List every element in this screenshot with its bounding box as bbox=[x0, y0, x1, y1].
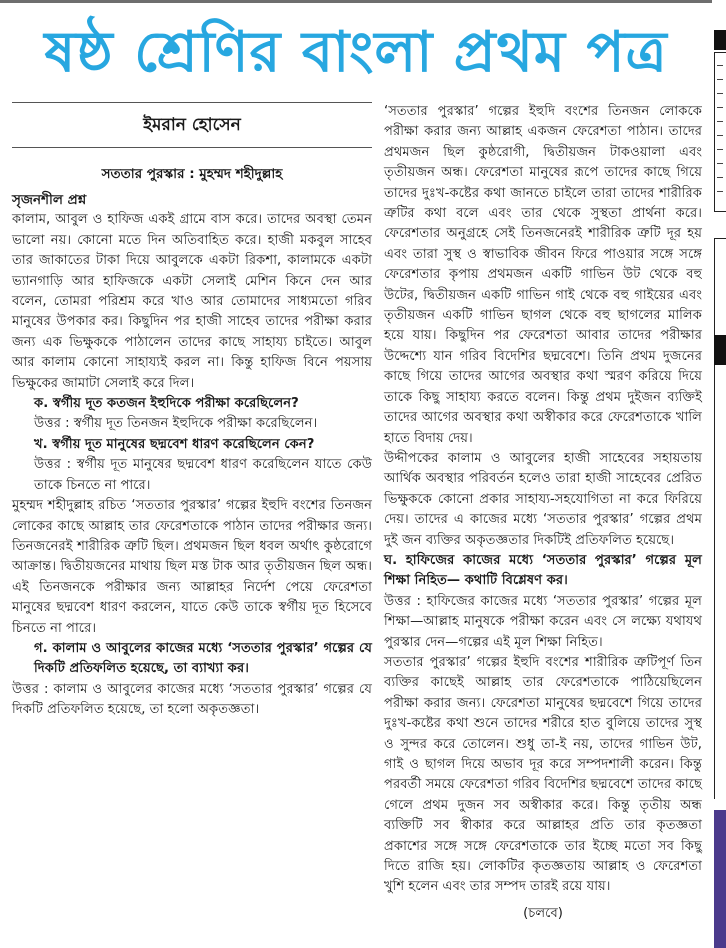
masthead-title: ষষ্ঠ শ্রেণির বাংলা প্রথম পত্র bbox=[44, 20, 668, 85]
edge-frame bbox=[714, 238, 726, 799]
right-column bbox=[384, 102, 702, 924]
answer-ga-application: উদ্দীপকের কালাম ও আবুলের হাজী সাহেবের সহায়তায় আর্থিক অবস্থার পরিবর্তন হলেও তারা হাজী সাহেবের প্রেরিত ভিক্ষুককে কোনো প্রকার সাহায্য-সহযোগিতা না করে ফিরিয়ে দেয়। তাদের এ কাজের মধ্যে ‘সততার পুরস্কার’ গল্পের প্রথম দুই জন ব্যক্তির অকৃতজ্ঞতার দিকটিই প্রতিফলিত হয়েছে। bbox=[384, 450, 702, 548]
left-column bbox=[12, 102, 372, 721]
section-label: সৃজনশীল প্রশ্ন bbox=[12, 192, 87, 208]
edge-black-block-2 bbox=[714, 335, 726, 365]
continued-note: (চলবে) bbox=[523, 905, 563, 921]
edge-text-box bbox=[714, 52, 726, 212]
question-ga: গ. কালাম ও আবুলের কাজের মধ্যে ‘সততার পুরস্কার’ গল্পের যে দিকটি প্রতিফলিত হয়েছে, তা ব্যাখ্যা কর। bbox=[34, 640, 372, 677]
question-stem: কালাম, আবুল ও হাফিজ একই গ্রামে বাস করে। তাদের অবস্থা তেমন ভালো নয়। কোনো মতে দিন অতিবাহিত করে। হাজী মকবুল সাহেব তার জাকাতের টাকা দিয়ে আবুলকে একটা রিকশা, কালামকে একটা ভ্যানগাড়ি আর হাফিজকে একটা সেলাই মেশিন কিনে দেন আর বলেন, তোমরা পরিশ্রম করে খাও আর তোমাদের সাধ্যমতো গরিব মানুষের উপকার কর। কিছুদিন পর হাজী সাহেব তাদের পরীক্ষা করার জন্য এক ভিক্ষুককে পাঠালেন তাদের কাছে সাহায্য চাইতে। আবুল আর কালাম কোনো সাহায্যই করল না। কিন্তু হাফিজ বিনে পয়সায় ভিক্ষুকের জামাটা সেলাই করে দিল। bbox=[12, 212, 372, 391]
question-kha: খ. স্বর্গীয় দূত মানুষের ছদ্মবেশ ধারণ করেছিলেন কেন? bbox=[34, 436, 315, 452]
top-rule bbox=[0, 0, 712, 3]
adjacent-page-edge bbox=[714, 0, 726, 948]
edge-black-block bbox=[714, 30, 726, 50]
answer-ga-body: ‘সততার পুরস্কার’ গল্পের ইহুদি বংশের তিনজন লোককে পরীক্ষা করার জন্য আল্লাহ একজন ফেরেশতা পাঠান। তাদের প্রথমজন ছিল কুষ্ঠরোগী, দ্বিতীয়জন টাকওয়ালা এবং তৃতীয়জন অন্ধ। ফেরেশতা মানুষের রূপে তাদের কাছে গিয়ে তাদের দুঃখ-কষ্টের কথা জানতে চাইলে তারা তাদের শারীরিক ত্রুটির কথা বলে এবং তার থেকে সুস্থতা প্রার্থনা করে। ফেরেশতার অনুগ্রহে সেই তিনজনেরই শারীরিক ত্রুটি দূর হয় এবং তারা সুস্থ ও স্বাভাবিক জীবন ফিরে পাওয়ার সঙ্গে সঙ্গে ফেরেশতার কৃপায় প্রথমজন একটি গাভিন উট থেকে বহু উটের, দ্বিতীয়জন একটি গাভিন গাই থেকে বহু গাইয়ের এবং তৃতীয়জন একটি গাভিন ছাগল থেকে বহু ছাগলের মালিক হয়ে যায়। কিছুদিন পর ফেরেশতা আবার তাদের পরীক্ষার উদ্দেশ্যে যান গরিব বিদেশির ছদ্মবেশে। তিনি প্রথম দুজনের কাছে গিয়ে তাদের আগের অবস্থার কথা স্মরণ করিয়ে দিয়ে তাকে কিছু সাহায্য করতে বলেন। কিন্তু প্রথম দুইজন ব্যক্তিই তাদের আগের অবস্থার কথা অস্বীকার করে ফেরেশতাকে খালি হাতে বিদায় দেয়। bbox=[384, 104, 702, 446]
answer-ga-intro: উত্তর : কালাম ও আবুলের কাজের মধ্যে ‘সততার পুরস্কার’ গল্পের যে দিকটি প্রতিফলিত হয়েছে, তা হলো অকৃতজ্ঞতা। bbox=[12, 681, 372, 718]
answer-kha-body: মুহম্মদ শহীদুল্লাহ রচিত ‘সততার পুরস্কার’ গল্পের ইহুদি বংশের তিনজন লোকের কাছে আল্লাহ তার ফেরেশতাকে পাঠান তাদের পরীক্ষার জন্য। তিনজনেরই শারীরিক ত্রুটি ছিল। প্রথমজন ছিল ধবল অর্থাৎ কুষ্ঠরোগে আক্রান্ত। দ্বিতীয়জনের মাথায় ছিল মস্ত টাক আর তৃতীয়জন ছিল অন্ধ। এই তিনজনকে পরীক্ষার জন্য আল্লাহর নির্দেশ পেয়ে ফেরেশতা মানুষের ছদ্মবেশ ধারণ করলেন, যাতে কেউ তাকে স্বর্গীয় দূত হিসেবে চিনতে না পারে। bbox=[12, 498, 372, 636]
story-title: সততার পুরস্কার : মুহম্মদ শহীদুল্লাহ bbox=[101, 166, 283, 182]
edge-purple-block bbox=[714, 810, 726, 948]
answer-gha-intro: উত্তর : হাফিজের কাজের মধ্যে ‘সততার পুরস্কার’ গল্পের মূল শিক্ষা—আল্লাহ মানুষকে পরীক্ষা করেন এবং সে লক্ষ্যে যথাযথ পুরস্কার দেন—গল্পের এই মূল শিক্ষা নিহিত। bbox=[384, 593, 702, 650]
answer-ka: উত্তর : স্বর্গীয় দূত তিনজন ইহুদিকে পরীক্ষা করেছিলেন। bbox=[34, 416, 318, 432]
answer-gha-body: সততার পুরস্কার’ গল্পের ইহুদি বংশের শারীরিক ত্রুটিপূর্ণ তিন ব্যক্তির কাছেই আল্লাহ তার ফেরেশতাকে পাঠিয়েছিলেন পরীক্ষা করার জন্য। ফেরেশতা মানুষের ছদ্মবেশে গিয়ে তাদের দুঃখ-কষ্টের কথা শুনে তাদের শরীরে হাত বুলিয়ে তাদের সুস্থ ও সুন্দর করে তোলেন। শুধু তা-ই নয়, তাদের গাভিন উট, গাই ও ছাগল দিয়ে অভাব দূর করে সম্পদশালী করেন। কিন্তু পরবর্তী সময়ে ফেরেশতা গরিব বিদেশির ছদ্মবেশে তাদের কাছে গেলে প্রথম দুজন সব অস্বীকার করে। কিন্তু তৃতীয় অন্ধ ব্যক্তিটি সব স্বীকার করে আল্লাহর প্রতি তার কৃতজ্ঞতা প্রকাশের সঙ্গে সঙ্গে ফেরেশতাকে তার ইচ্ছে মতো সব কিছু দিতে রাজি হয়। লোকটির কৃতজ্ঞতায় আল্লাহ ও ফেরেশতা খুশি হলেন এবং তার সম্পদ তারই রয়ে যায়। bbox=[384, 654, 702, 895]
question-ka: ক. স্বর্গীয় দূত কতজন ইহুদিকে পরীক্ষা করেছিলেন? bbox=[34, 396, 299, 412]
answer-kha-intro: উত্তর : স্বর্গীয় দূত মানুষের ছদ্মবেশ ধারণ করেছিলেন যাতে কেউ তাকে চিনতে না পারে। bbox=[34, 457, 372, 493]
author-name: ইমরান হোসেন bbox=[12, 103, 372, 148]
question-gha: ঘ. হাফিজের কাজের মধ্যে ‘সততার পুরস্কার’ গল্পের মূল শিক্ষা নিহিত— কথাটি বিশ্লেষণ কর। bbox=[384, 552, 702, 589]
